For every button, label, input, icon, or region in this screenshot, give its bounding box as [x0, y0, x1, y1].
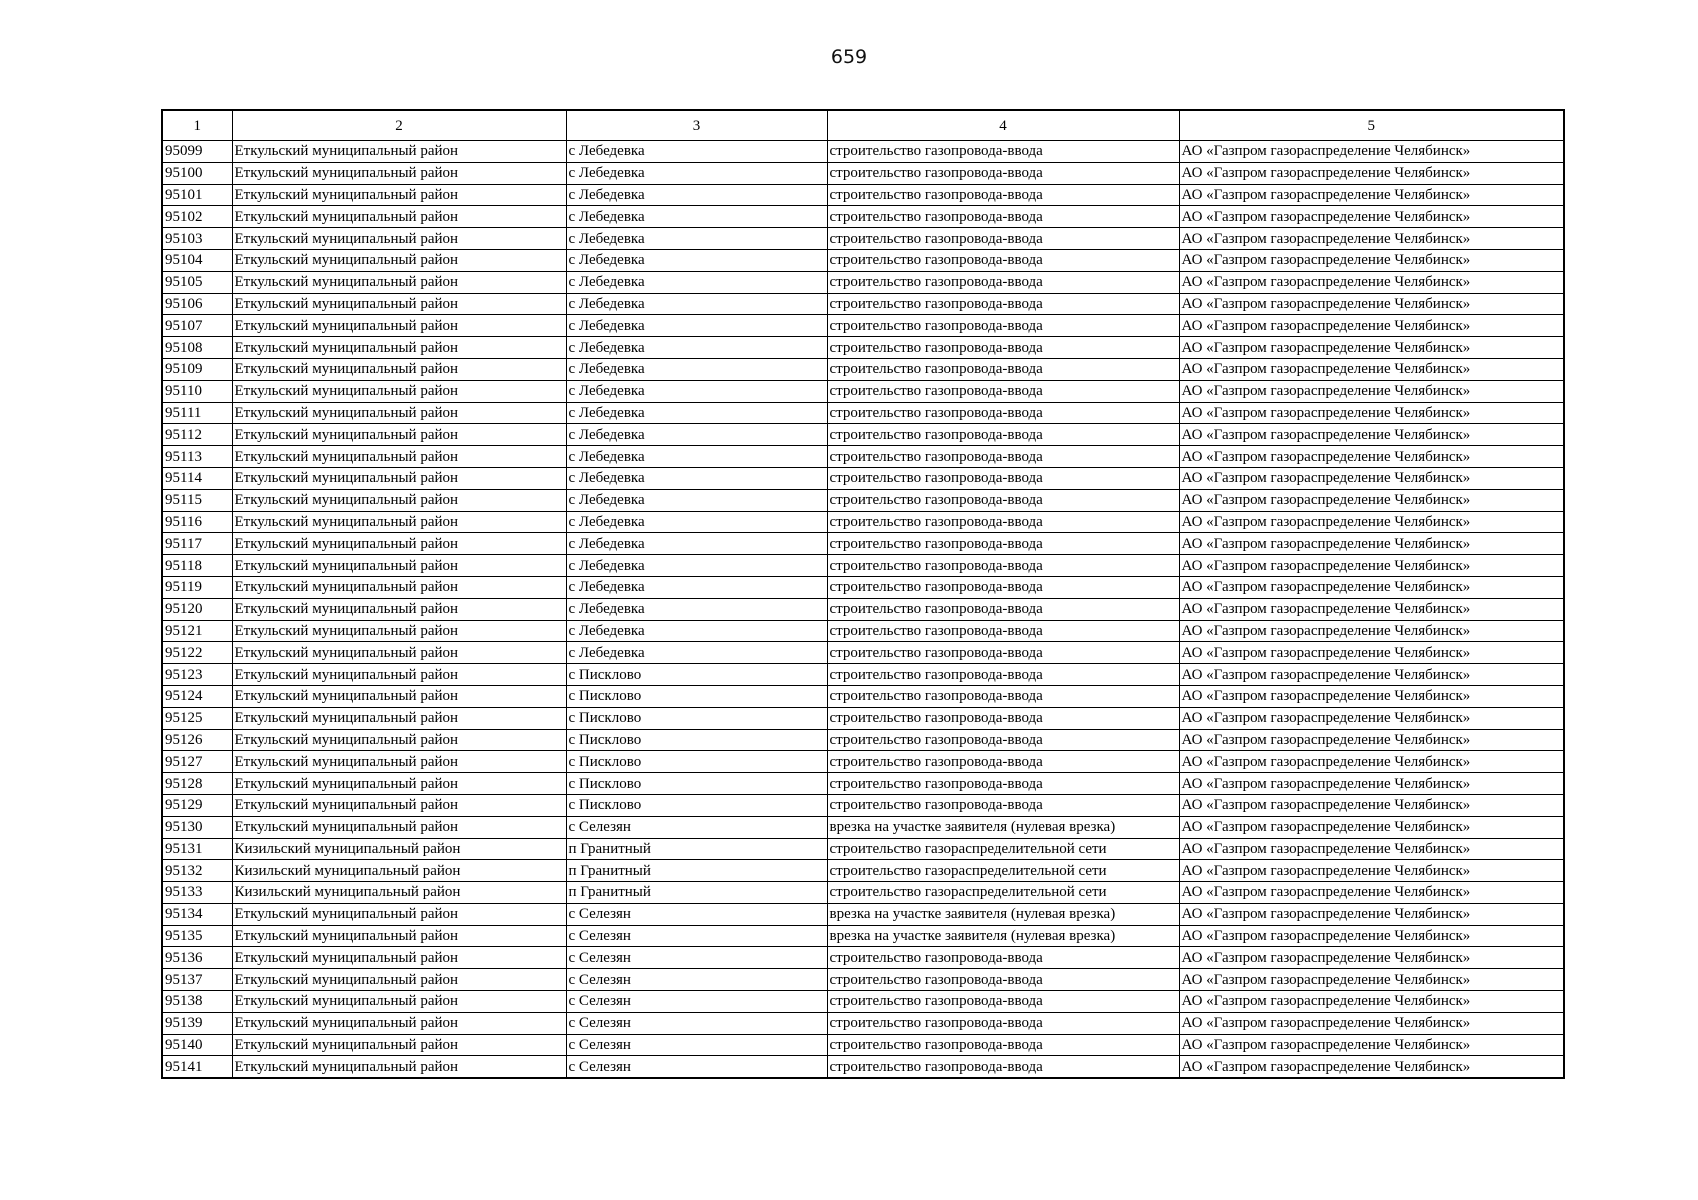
cell-organization: АО «Газпром газораспределение Челябинск» [1179, 315, 1564, 337]
table-row [162, 598, 1564, 620]
cell-number: 95115 [162, 489, 232, 511]
table-row [162, 402, 1564, 424]
column-header: 1 [162, 110, 232, 141]
table-body [162, 141, 1564, 1079]
cell-settlement: с Селезян [566, 1056, 827, 1078]
cell-settlement: п Гранитный [566, 838, 827, 860]
table-row [162, 271, 1564, 293]
cell-work-type: строительство газопровода-ввода [827, 402, 1179, 424]
cell-work-type: строительство газопровода-ввода [827, 751, 1179, 773]
cell-organization: АО «Газпром газораспределение Челябинск» [1179, 751, 1564, 773]
table-row [162, 293, 1564, 315]
cell-organization: АО «Газпром газораспределение Челябинск» [1179, 380, 1564, 402]
table-row [162, 751, 1564, 773]
cell-settlement: с Селезян [566, 1034, 827, 1056]
cell-organization: АО «Газпром газораспределение Челябинск» [1179, 729, 1564, 751]
cell-number: 95137 [162, 969, 232, 991]
table-row [162, 729, 1564, 751]
table-row [162, 947, 1564, 969]
cell-settlement: с Лебедевка [566, 467, 827, 489]
cell-organization: АО «Газпром газораспределение Челябинск» [1179, 860, 1564, 882]
cell-organization: АО «Газпром газораспределение Челябинск» [1179, 816, 1564, 838]
cell-work-type: врезка на участке заявителя (нулевая врезка) [827, 816, 1179, 838]
cell-number: 95136 [162, 947, 232, 969]
cell-district: Еткульский муниципальный район [232, 271, 566, 293]
cell-settlement: с Лебедевка [566, 620, 827, 642]
cell-settlement: с Пискловo [566, 685, 827, 707]
cell-settlement: с Лебедевка [566, 642, 827, 664]
table-row [162, 707, 1564, 729]
cell-work-type: строительство газопровода-ввода [827, 1012, 1179, 1034]
table-row [162, 489, 1564, 511]
page-number: 659 [830, 46, 868, 68]
cell-number: 95107 [162, 315, 232, 337]
cell-district: Еткульский муниципальный район [232, 511, 566, 533]
cell-work-type: строительство газораспределительной сети [827, 838, 1179, 860]
table-row [162, 228, 1564, 250]
table-row [162, 794, 1564, 816]
cell-organization: АО «Газпром газораспределение Челябинск» [1179, 446, 1564, 468]
table-row [162, 162, 1564, 184]
cell-district: Еткульский муниципальный район [232, 1012, 566, 1034]
cell-organization: АО «Газпром газораспределение Челябинск» [1179, 162, 1564, 184]
cell-settlement: с Лебедевка [566, 228, 827, 250]
cell-work-type: строительство газопровода-ввода [827, 576, 1179, 598]
data-table [161, 109, 1565, 1079]
cell-work-type: строительство газопровода-ввода [827, 598, 1179, 620]
cell-district: Еткульский муниципальный район [232, 228, 566, 250]
cell-number: 95118 [162, 555, 232, 577]
cell-organization: АО «Газпром газораспределение Челябинск» [1179, 576, 1564, 598]
cell-district: Еткульский муниципальный район [232, 773, 566, 795]
cell-district: Еткульский муниципальный район [232, 1034, 566, 1056]
cell-district: Еткульский муниципальный район [232, 555, 566, 577]
cell-district: Еткульский муниципальный район [232, 402, 566, 424]
cell-number: 95114 [162, 467, 232, 489]
cell-organization: АО «Газпром газораспределение Челябинск» [1179, 467, 1564, 489]
cell-organization: АО «Газпром газораспределение Челябинск» [1179, 925, 1564, 947]
cell-work-type: строительство газопровода-ввода [827, 162, 1179, 184]
cell-work-type: строительство газопровода-ввода [827, 380, 1179, 402]
cell-settlement: с Лебедевка [566, 184, 827, 206]
cell-settlement: с Лебедевка [566, 337, 827, 359]
cell-district: Еткульский муниципальный район [232, 315, 566, 337]
cell-organization: АО «Газпром газораспределение Челябинск» [1179, 620, 1564, 642]
cell-number: 95130 [162, 816, 232, 838]
cell-work-type: строительство газопровода-ввода [827, 337, 1179, 359]
cell-organization: АО «Газпром газораспределение Челябинск» [1179, 991, 1564, 1013]
cell-settlement: с Лебедевка [566, 249, 827, 271]
cell-settlement: с Лебедевка [566, 380, 827, 402]
cell-number: 95129 [162, 794, 232, 816]
cell-work-type: строительство газопровода-ввода [827, 315, 1179, 337]
cell-number: 95135 [162, 925, 232, 947]
cell-work-type: строительство газопровода-ввода [827, 293, 1179, 315]
cell-settlement: с Лебедевка [566, 489, 827, 511]
cell-organization: АО «Газпром газораспределение Челябинск» [1179, 533, 1564, 555]
table-row [162, 249, 1564, 271]
cell-number: 95109 [162, 358, 232, 380]
cell-number: 95111 [162, 402, 232, 424]
cell-organization: АО «Газпром газораспределение Челябинск» [1179, 882, 1564, 904]
cell-district: Еткульский муниципальный район [232, 729, 566, 751]
cell-work-type: строительство газопровода-ввода [827, 947, 1179, 969]
cell-number: 95132 [162, 860, 232, 882]
cell-work-type: строительство газопровода-ввода [827, 206, 1179, 228]
cell-work-type: строительство газопровода-ввода [827, 729, 1179, 751]
cell-number: 95131 [162, 838, 232, 860]
cell-work-type: строительство газопровода-ввода [827, 620, 1179, 642]
cell-settlement: с Селезян [566, 969, 827, 991]
cell-district: Еткульский муниципальный район [232, 533, 566, 555]
cell-settlement: с Селезян [566, 1012, 827, 1034]
header-row [162, 110, 1564, 141]
table-row [162, 925, 1564, 947]
cell-district: Еткульский муниципальный район [232, 664, 566, 686]
cell-settlement: с Селезян [566, 903, 827, 925]
cell-organization: АО «Газпром газораспределение Челябинск» [1179, 206, 1564, 228]
cell-number: 95116 [162, 511, 232, 533]
cell-organization: АО «Газпром газораспределение Челябинск» [1179, 707, 1564, 729]
cell-organization: АО «Газпром газораспределение Челябинск» [1179, 794, 1564, 816]
cell-settlement: с Лебедевка [566, 446, 827, 468]
cell-district: Еткульский муниципальный район [232, 576, 566, 598]
cell-work-type: строительство газопровода-ввода [827, 141, 1179, 163]
cell-number: 95123 [162, 664, 232, 686]
table-row [162, 685, 1564, 707]
cell-district: Кизильский муниципальный район [232, 882, 566, 904]
cell-district: Еткульский муниципальный район [232, 1056, 566, 1078]
cell-organization: АО «Газпром газораспределение Челябинск» [1179, 947, 1564, 969]
cell-settlement: с Лебедевка [566, 511, 827, 533]
cell-organization: АО «Газпром газораспределение Челябинск» [1179, 1056, 1564, 1078]
cell-work-type: строительство газопровода-ввода [827, 228, 1179, 250]
cell-district: Еткульский муниципальный район [232, 446, 566, 468]
cell-organization: АО «Газпром газораспределение Челябинск» [1179, 141, 1564, 163]
cell-number: 95110 [162, 380, 232, 402]
cell-settlement: с Селезян [566, 925, 827, 947]
cell-work-type: строительство газопровода-ввода [827, 707, 1179, 729]
cell-work-type: строительство газопровода-ввода [827, 555, 1179, 577]
table-row [162, 642, 1564, 664]
cell-settlement: с Пискловo [566, 729, 827, 751]
cell-organization: АО «Газпром газораспределение Челябинск» [1179, 271, 1564, 293]
cell-work-type: строительство газопровода-ввода [827, 533, 1179, 555]
cell-work-type: строительство газопровода-ввода [827, 969, 1179, 991]
table-row [162, 576, 1564, 598]
cell-number: 95104 [162, 249, 232, 271]
cell-number: 95100 [162, 162, 232, 184]
table-row [162, 969, 1564, 991]
cell-number: 95108 [162, 337, 232, 359]
cell-number: 95101 [162, 184, 232, 206]
cell-number: 95113 [162, 446, 232, 468]
cell-settlement: с Лебедевка [566, 424, 827, 446]
cell-district: Еткульский муниципальный район [232, 162, 566, 184]
cell-organization: АО «Газпром газораспределение Челябинск» [1179, 184, 1564, 206]
cell-number: 95119 [162, 576, 232, 598]
cell-number: 95133 [162, 882, 232, 904]
cell-number: 95120 [162, 598, 232, 620]
cell-work-type: строительство газопровода-ввода [827, 446, 1179, 468]
cell-settlement: с Пискловo [566, 794, 827, 816]
cell-settlement: п Гранитный [566, 860, 827, 882]
cell-number: 95102 [162, 206, 232, 228]
cell-organization: АО «Газпром газораспределение Челябинск» [1179, 903, 1564, 925]
cell-work-type: строительство газопровода-ввода [827, 271, 1179, 293]
cell-district: Еткульский муниципальный район [232, 685, 566, 707]
cell-work-type: строительство газопровода-ввода [827, 794, 1179, 816]
table-row [162, 838, 1564, 860]
table-row [162, 358, 1564, 380]
table-row [162, 620, 1564, 642]
cell-district: Еткульский муниципальный район [232, 184, 566, 206]
cell-number: 95140 [162, 1034, 232, 1056]
cell-work-type: строительство газопровода-ввода [827, 773, 1179, 795]
column-header: 2 [232, 110, 566, 141]
cell-number: 95121 [162, 620, 232, 642]
cell-number: 95122 [162, 642, 232, 664]
cell-number: 95105 [162, 271, 232, 293]
cell-organization: АО «Газпром газораспределение Челябинск» [1179, 685, 1564, 707]
cell-settlement: с Лебедевка [566, 271, 827, 293]
table-row [162, 184, 1564, 206]
table-row [162, 1012, 1564, 1034]
cell-district: Кизильский муниципальный район [232, 860, 566, 882]
cell-settlement: с Лебедевка [566, 293, 827, 315]
cell-work-type: строительство газопровода-ввода [827, 511, 1179, 533]
table-row [162, 315, 1564, 337]
cell-work-type: строительство газопровода-ввода [827, 358, 1179, 380]
cell-work-type: строительство газопровода-ввода [827, 685, 1179, 707]
cell-work-type: строительство газопровода-ввода [827, 467, 1179, 489]
table-row [162, 555, 1564, 577]
cell-district: Еткульский муниципальный район [232, 206, 566, 228]
cell-district: Еткульский муниципальный район [232, 467, 566, 489]
cell-district: Еткульский муниципальный район [232, 751, 566, 773]
table-row [162, 991, 1564, 1013]
cell-work-type: строительство газопровода-ввода [827, 424, 1179, 446]
cell-number: 95134 [162, 903, 232, 925]
cell-organization: АО «Газпром газораспределение Челябинск» [1179, 424, 1564, 446]
table-row [162, 511, 1564, 533]
table-row [162, 467, 1564, 489]
table-row [162, 206, 1564, 228]
cell-settlement: с Лебедевка [566, 162, 827, 184]
table-row [162, 446, 1564, 468]
cell-district: Еткульский муниципальный район [232, 925, 566, 947]
cell-number: 95126 [162, 729, 232, 751]
cell-organization: АО «Газпром газораспределение Челябинск» [1179, 249, 1564, 271]
table-row [162, 903, 1564, 925]
cell-number: 95124 [162, 685, 232, 707]
cell-work-type: строительство газопровода-ввода [827, 249, 1179, 271]
table-row [162, 860, 1564, 882]
cell-number: 95112 [162, 424, 232, 446]
cell-organization: АО «Газпром газораспределение Челябинск» [1179, 555, 1564, 577]
cell-number: 95106 [162, 293, 232, 315]
cell-settlement: с Пискловo [566, 751, 827, 773]
cell-settlement: с Пискловo [566, 707, 827, 729]
cell-district: Еткульский муниципальный район [232, 337, 566, 359]
cell-district: Еткульский муниципальный район [232, 358, 566, 380]
cell-organization: АО «Газпром газораспределение Челябинск» [1179, 402, 1564, 424]
table-row [162, 533, 1564, 555]
cell-settlement: с Лебедевка [566, 206, 827, 228]
cell-work-type: строительство газопровода-ввода [827, 1034, 1179, 1056]
cell-district: Еткульский муниципальный район [232, 991, 566, 1013]
cell-work-type: строительство газопровода-ввода [827, 1056, 1179, 1078]
cell-organization: АО «Газпром газораспределение Челябинск» [1179, 664, 1564, 686]
cell-organization: АО «Газпром газораспределение Челябинск» [1179, 969, 1564, 991]
cell-work-type: строительство газопровода-ввода [827, 991, 1179, 1013]
cell-settlement: с Селезян [566, 947, 827, 969]
cell-settlement: с Лебедевка [566, 358, 827, 380]
column-header: 5 [1179, 110, 1564, 141]
cell-district: Еткульский муниципальный район [232, 794, 566, 816]
cell-settlement: с Пискловo [566, 773, 827, 795]
cell-district: Еткульский муниципальный район [232, 816, 566, 838]
cell-district: Еткульский муниципальный район [232, 598, 566, 620]
cell-number: 95099 [162, 141, 232, 163]
cell-organization: АО «Газпром газораспределение Челябинск» [1179, 228, 1564, 250]
cell-number: 95117 [162, 533, 232, 555]
cell-district: Еткульский муниципальный район [232, 947, 566, 969]
cell-settlement: с Лебедевка [566, 576, 827, 598]
cell-settlement: с Лебедевка [566, 598, 827, 620]
cell-settlement: с Пискловo [566, 664, 827, 686]
cell-organization: АО «Газпром газораспределение Челябинск» [1179, 358, 1564, 380]
table-row [162, 1056, 1564, 1078]
cell-settlement: с Селезян [566, 991, 827, 1013]
cell-organization: АО «Газпром газораспределение Челябинск» [1179, 489, 1564, 511]
cell-work-type: строительство газопровода-ввода [827, 642, 1179, 664]
cell-settlement: с Лебедевка [566, 315, 827, 337]
cell-district: Еткульский муниципальный район [232, 620, 566, 642]
table-row [162, 664, 1564, 686]
cell-organization: АО «Газпром газораспределение Челябинск» [1179, 1012, 1564, 1034]
cell-work-type: строительство газопровода-ввода [827, 664, 1179, 686]
cell-settlement: с Лебедевка [566, 533, 827, 555]
cell-district: Еткульский муниципальный район [232, 903, 566, 925]
cell-work-type: врезка на участке заявителя (нулевая врезка) [827, 925, 1179, 947]
cell-number: 95138 [162, 991, 232, 1013]
cell-district: Еткульский муниципальный район [232, 642, 566, 664]
cell-organization: АО «Газпром газораспределение Челябинск» [1179, 293, 1564, 315]
cell-organization: АО «Газпром газораспределение Челябинск» [1179, 773, 1564, 795]
cell-district: Еткульский муниципальный район [232, 380, 566, 402]
cell-number: 95141 [162, 1056, 232, 1078]
table-row [162, 1034, 1564, 1056]
cell-organization: АО «Газпром газораспределение Челябинск» [1179, 642, 1564, 664]
cell-work-type: строительство газораспределительной сети [827, 882, 1179, 904]
table-row [162, 773, 1564, 795]
table-row [162, 424, 1564, 446]
cell-organization: АО «Газпром газораспределение Челябинск» [1179, 598, 1564, 620]
cell-organization: АО «Газпром газораспределение Челябинск» [1179, 838, 1564, 860]
column-header: 4 [827, 110, 1179, 141]
cell-organization: АО «Газпром газораспределение Челябинск» [1179, 1034, 1564, 1056]
cell-settlement: с Селезян [566, 816, 827, 838]
cell-settlement: п Гранитный [566, 882, 827, 904]
cell-settlement: с Лебедевка [566, 141, 827, 163]
cell-district: Кизильский муниципальный район [232, 838, 566, 860]
table-row [162, 380, 1564, 402]
cell-number: 95127 [162, 751, 232, 773]
cell-number: 95139 [162, 1012, 232, 1034]
cell-settlement: с Лебедевка [566, 555, 827, 577]
cell-work-type: строительство газопровода-ввода [827, 184, 1179, 206]
cell-district: Еткульский муниципальный район [232, 424, 566, 446]
table-row [162, 816, 1564, 838]
cell-district: Еткульский муниципальный район [232, 489, 566, 511]
column-header: 3 [566, 110, 827, 141]
cell-number: 95103 [162, 228, 232, 250]
cell-district: Еткульский муниципальный район [232, 969, 566, 991]
cell-number: 95125 [162, 707, 232, 729]
cell-settlement: с Лебедевка [566, 402, 827, 424]
cell-work-type: строительство газопровода-ввода [827, 489, 1179, 511]
cell-district: Еткульский муниципальный район [232, 293, 566, 315]
cell-district: Еткульский муниципальный район [232, 707, 566, 729]
cell-organization: АО «Газпром газораспределение Челябинск» [1179, 337, 1564, 359]
cell-organization: АО «Газпром газораспределение Челябинск» [1179, 511, 1564, 533]
cell-district: Еткульский муниципальный район [232, 141, 566, 163]
table-row [162, 141, 1564, 163]
cell-work-type: строительство газораспределительной сети [827, 860, 1179, 882]
cell-number: 95128 [162, 773, 232, 795]
table-row [162, 337, 1564, 359]
table-row [162, 882, 1564, 904]
cell-district: Еткульский муниципальный район [232, 249, 566, 271]
cell-work-type: врезка на участке заявителя (нулевая врезка) [827, 903, 1179, 925]
